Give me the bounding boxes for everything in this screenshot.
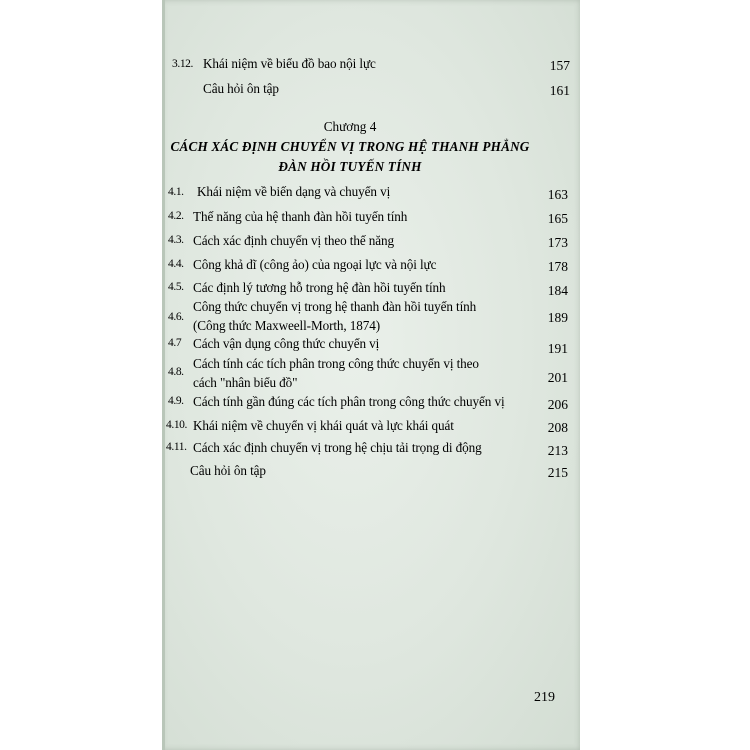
toc-entry-text: Khái niệm về chuyển vị khái quát và lực khái quát bbox=[193, 418, 454, 433]
toc-number: 4.9. bbox=[168, 395, 184, 407]
toc-entry-text: Công thức chuyển vị trong hệ thanh đàn hồi tuyến tính bbox=[193, 299, 477, 314]
toc-page-number: 165 bbox=[547, 211, 568, 226]
toc-entry-text: Thế năng của hệ thanh đàn hồi tuyến tính bbox=[193, 209, 408, 224]
toc-entry-text: Câu hỏi ôn tập bbox=[203, 81, 279, 96]
page-edge bbox=[162, 0, 165, 750]
toc-entry-text: Cách xác định chuyển vị trong hệ chịu tải trọng di động bbox=[193, 440, 482, 455]
toc-page-number: 178 bbox=[547, 259, 568, 274]
chapter-title-line-2: ĐÀN HỒI TUYẾN TÍNH bbox=[278, 159, 422, 174]
toc-number: 4.1. bbox=[168, 186, 184, 198]
toc-number: 4.4. bbox=[168, 258, 184, 270]
toc-page-number: 213 bbox=[547, 443, 568, 458]
toc-entry-text: Khái niệm về biểu đồ bao nội lực bbox=[203, 56, 376, 71]
toc-number: 4.6. bbox=[168, 311, 184, 323]
toc-entry-text-continued: (Công thức Maxweell-Morth, 1874) bbox=[193, 318, 381, 333]
chapter-title-line-1: CÁCH XÁC ĐỊNH CHUYỂN VỊ TRONG HỆ THANH PHẲNG bbox=[170, 139, 530, 154]
toc-number: 4.3. bbox=[168, 234, 184, 246]
toc-page-number: 215 bbox=[547, 465, 568, 480]
toc-entry-text: Công khả dĩ (công ảo) của ngoại lực và nội lực bbox=[193, 257, 437, 272]
toc-page-number: 163 bbox=[547, 187, 568, 202]
toc-page-number: 173 bbox=[547, 235, 568, 250]
toc-page-number: 201 bbox=[547, 370, 568, 385]
toc-page-number: 191 bbox=[547, 341, 568, 356]
toc-entry-text: Cách vận dụng công thức chuyển vị bbox=[193, 336, 380, 351]
toc-number: 4.5. bbox=[168, 281, 184, 293]
toc-entry-text: Câu hỏi ôn tập bbox=[190, 463, 266, 478]
toc-number: 3.12. bbox=[172, 58, 194, 70]
toc-entry-text: Cách tính gần đúng các tích phân trong công thức chuyển vị bbox=[193, 394, 505, 409]
toc-number: 4.8. bbox=[168, 366, 184, 378]
toc-page-number: 189 bbox=[547, 310, 568, 325]
toc-page-number: 208 bbox=[547, 420, 568, 435]
toc-page-number: 184 bbox=[547, 283, 568, 298]
toc-entry-text: Cách xác định chuyển vị theo thế năng bbox=[193, 233, 395, 248]
toc-entry-text: Khái niệm về biến dạng và chuyển vị bbox=[197, 184, 391, 199]
chapter-label: Chương 4 bbox=[323, 119, 377, 134]
toc-number: 4.7 bbox=[168, 337, 182, 349]
toc-number: 4.11. bbox=[166, 441, 187, 453]
toc-entry-text-continued: cách "nhân biểu đồ" bbox=[193, 375, 298, 390]
toc-page-number: 157 bbox=[549, 58, 570, 73]
toc-entry-text: Cách tính các tích phân trong công thức chuyển vị theo bbox=[193, 356, 479, 371]
toc-number: 4.10. bbox=[166, 419, 188, 431]
toc-page-number: 206 bbox=[547, 397, 568, 412]
toc-page-number: 161 bbox=[549, 83, 570, 98]
toc-number: 4.2. bbox=[168, 210, 184, 222]
folio-page-number: 219 bbox=[534, 690, 555, 705]
toc-entry-text: Các định lý tương hỗ trong hệ đàn hồi tuyến tính bbox=[193, 280, 446, 295]
